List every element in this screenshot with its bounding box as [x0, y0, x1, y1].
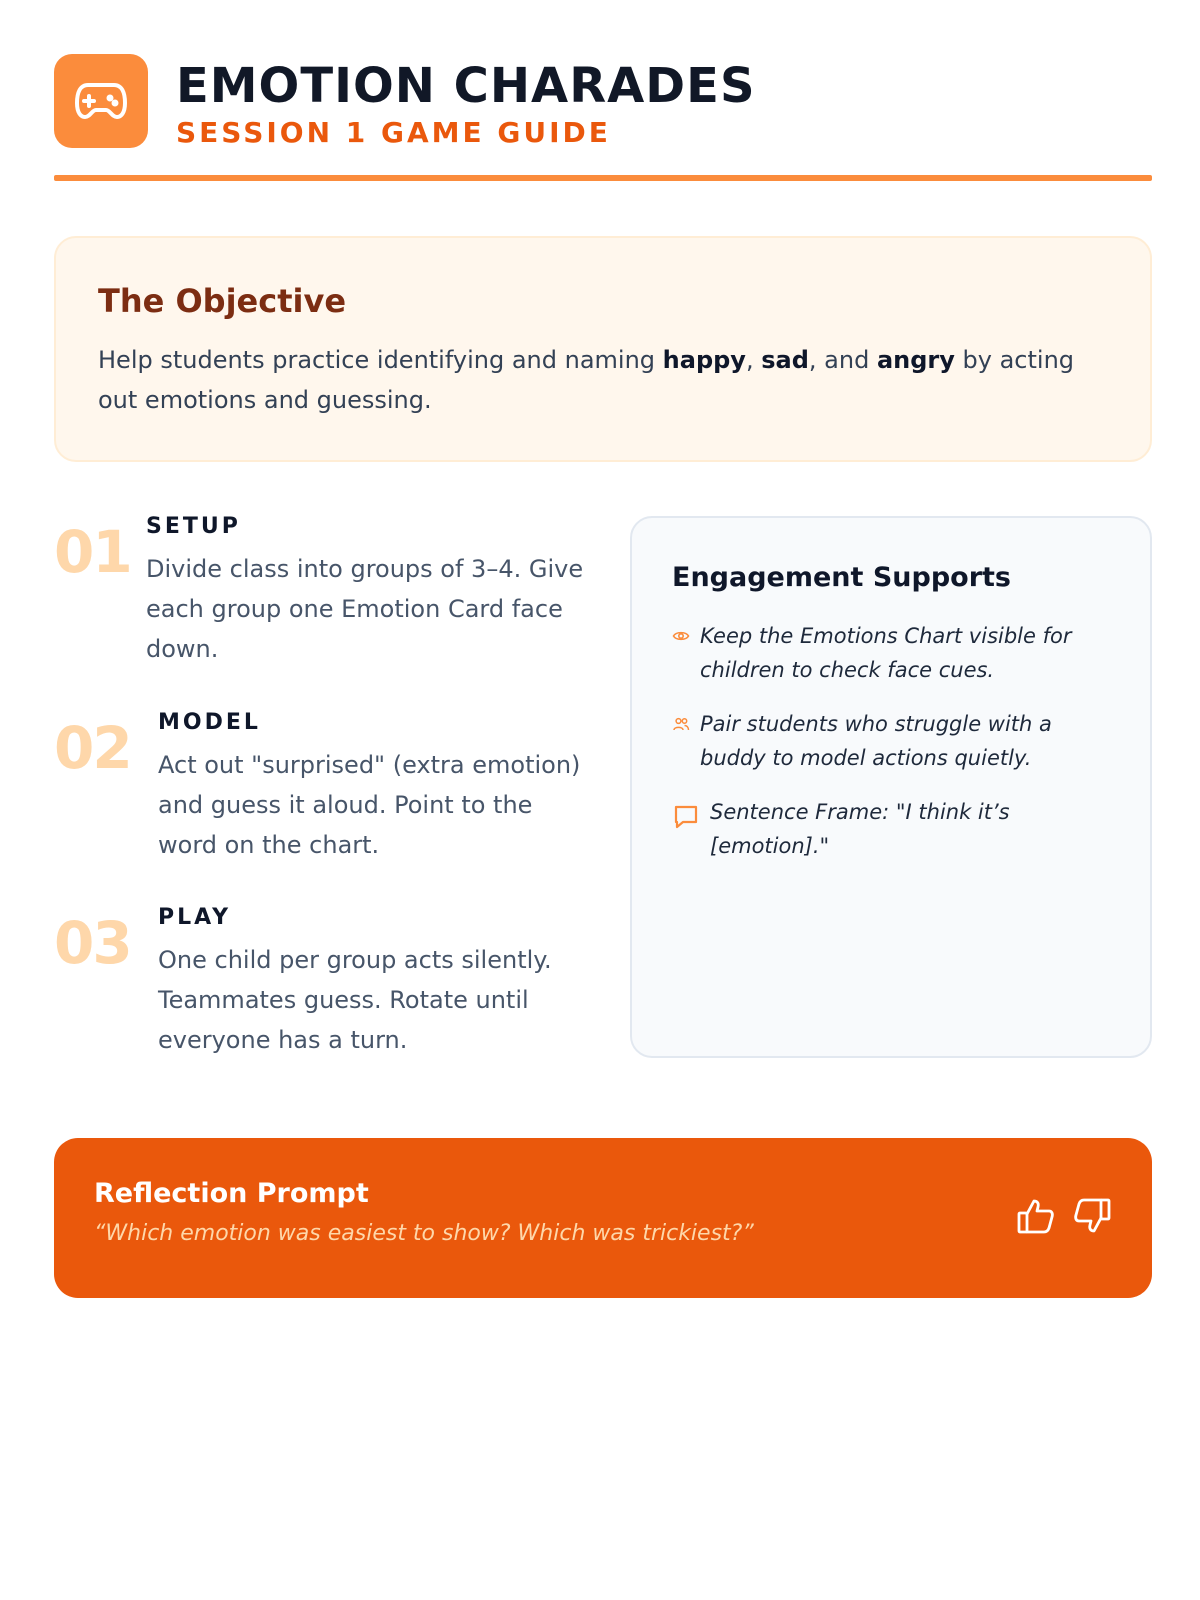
eye-icon [672, 627, 690, 645]
page-title: EMOTION CHARADES [176, 58, 756, 114]
gamepad-icon [54, 54, 148, 148]
emotion-angry: angry [876, 346, 955, 374]
speech-bubble-icon [672, 803, 700, 831]
support-text: Pair students who struggle with a buddy to model actions quietly. [700, 712, 1052, 770]
objective-text-start: Help students practice identifying and naming [98, 346, 663, 374]
step-play [54, 905, 594, 1060]
thumbs-down-icon[interactable] [1072, 1196, 1112, 1240]
reflection-heading: Reflection Prompt [94, 1178, 369, 1209]
thumbs-up-icon[interactable] [1016, 1196, 1056, 1240]
objective-separator: , and [808, 346, 877, 374]
objective-text-end: by acting out emotions and guessing. [98, 346, 1075, 414]
step-model [54, 710, 594, 865]
header [54, 54, 1152, 182]
support-item [672, 707, 1110, 775]
support-item [672, 795, 1110, 863]
objective-card [54, 236, 1152, 462]
emotion-happy: happy [662, 346, 746, 374]
step-title: PLAY [158, 905, 231, 930]
step-text: Act out "surprised" (extra emotion) and guess it aloud. Point to the word on the chart. [158, 751, 581, 859]
emotion-sad: sad [761, 346, 809, 374]
objective-text [98, 340, 1108, 420]
reflection-banner [54, 1138, 1152, 1298]
step-number: 02 [54, 714, 131, 782]
step-title: MODEL [158, 710, 261, 735]
reflection-quote: “Which emotion was easiest to show? Which was trickiest?” [94, 1221, 754, 1246]
step-text: One child per group acts silently. Teammates guess. Rotate until everyone has a turn. [158, 946, 552, 1054]
objective-separator: , [745, 346, 762, 374]
step-setup [54, 514, 594, 669]
objective-heading: The Objective [98, 282, 347, 320]
support-item [672, 619, 1110, 687]
page-subtitle: SESSION 1 GAME GUIDE [176, 116, 611, 149]
header-divider [54, 175, 1152, 181]
step-number: 01 [54, 518, 131, 586]
engagement-supports-card [630, 516, 1152, 1058]
supports-heading: Engagement Supports [672, 562, 1011, 593]
support-text: Keep the Emotions Chart visible for children to check face cues. [700, 624, 1072, 682]
users-icon [672, 715, 690, 733]
support-text: Sentence Frame: "I think it’s [emotion]." [710, 800, 1010, 858]
step-title: SETUP [146, 514, 241, 539]
step-text: Divide class into groups of 3–4. Give each group one Emotion Card face down. [146, 555, 584, 663]
step-number: 03 [54, 909, 131, 977]
reflection-vote-icons [1016, 1196, 1112, 1240]
